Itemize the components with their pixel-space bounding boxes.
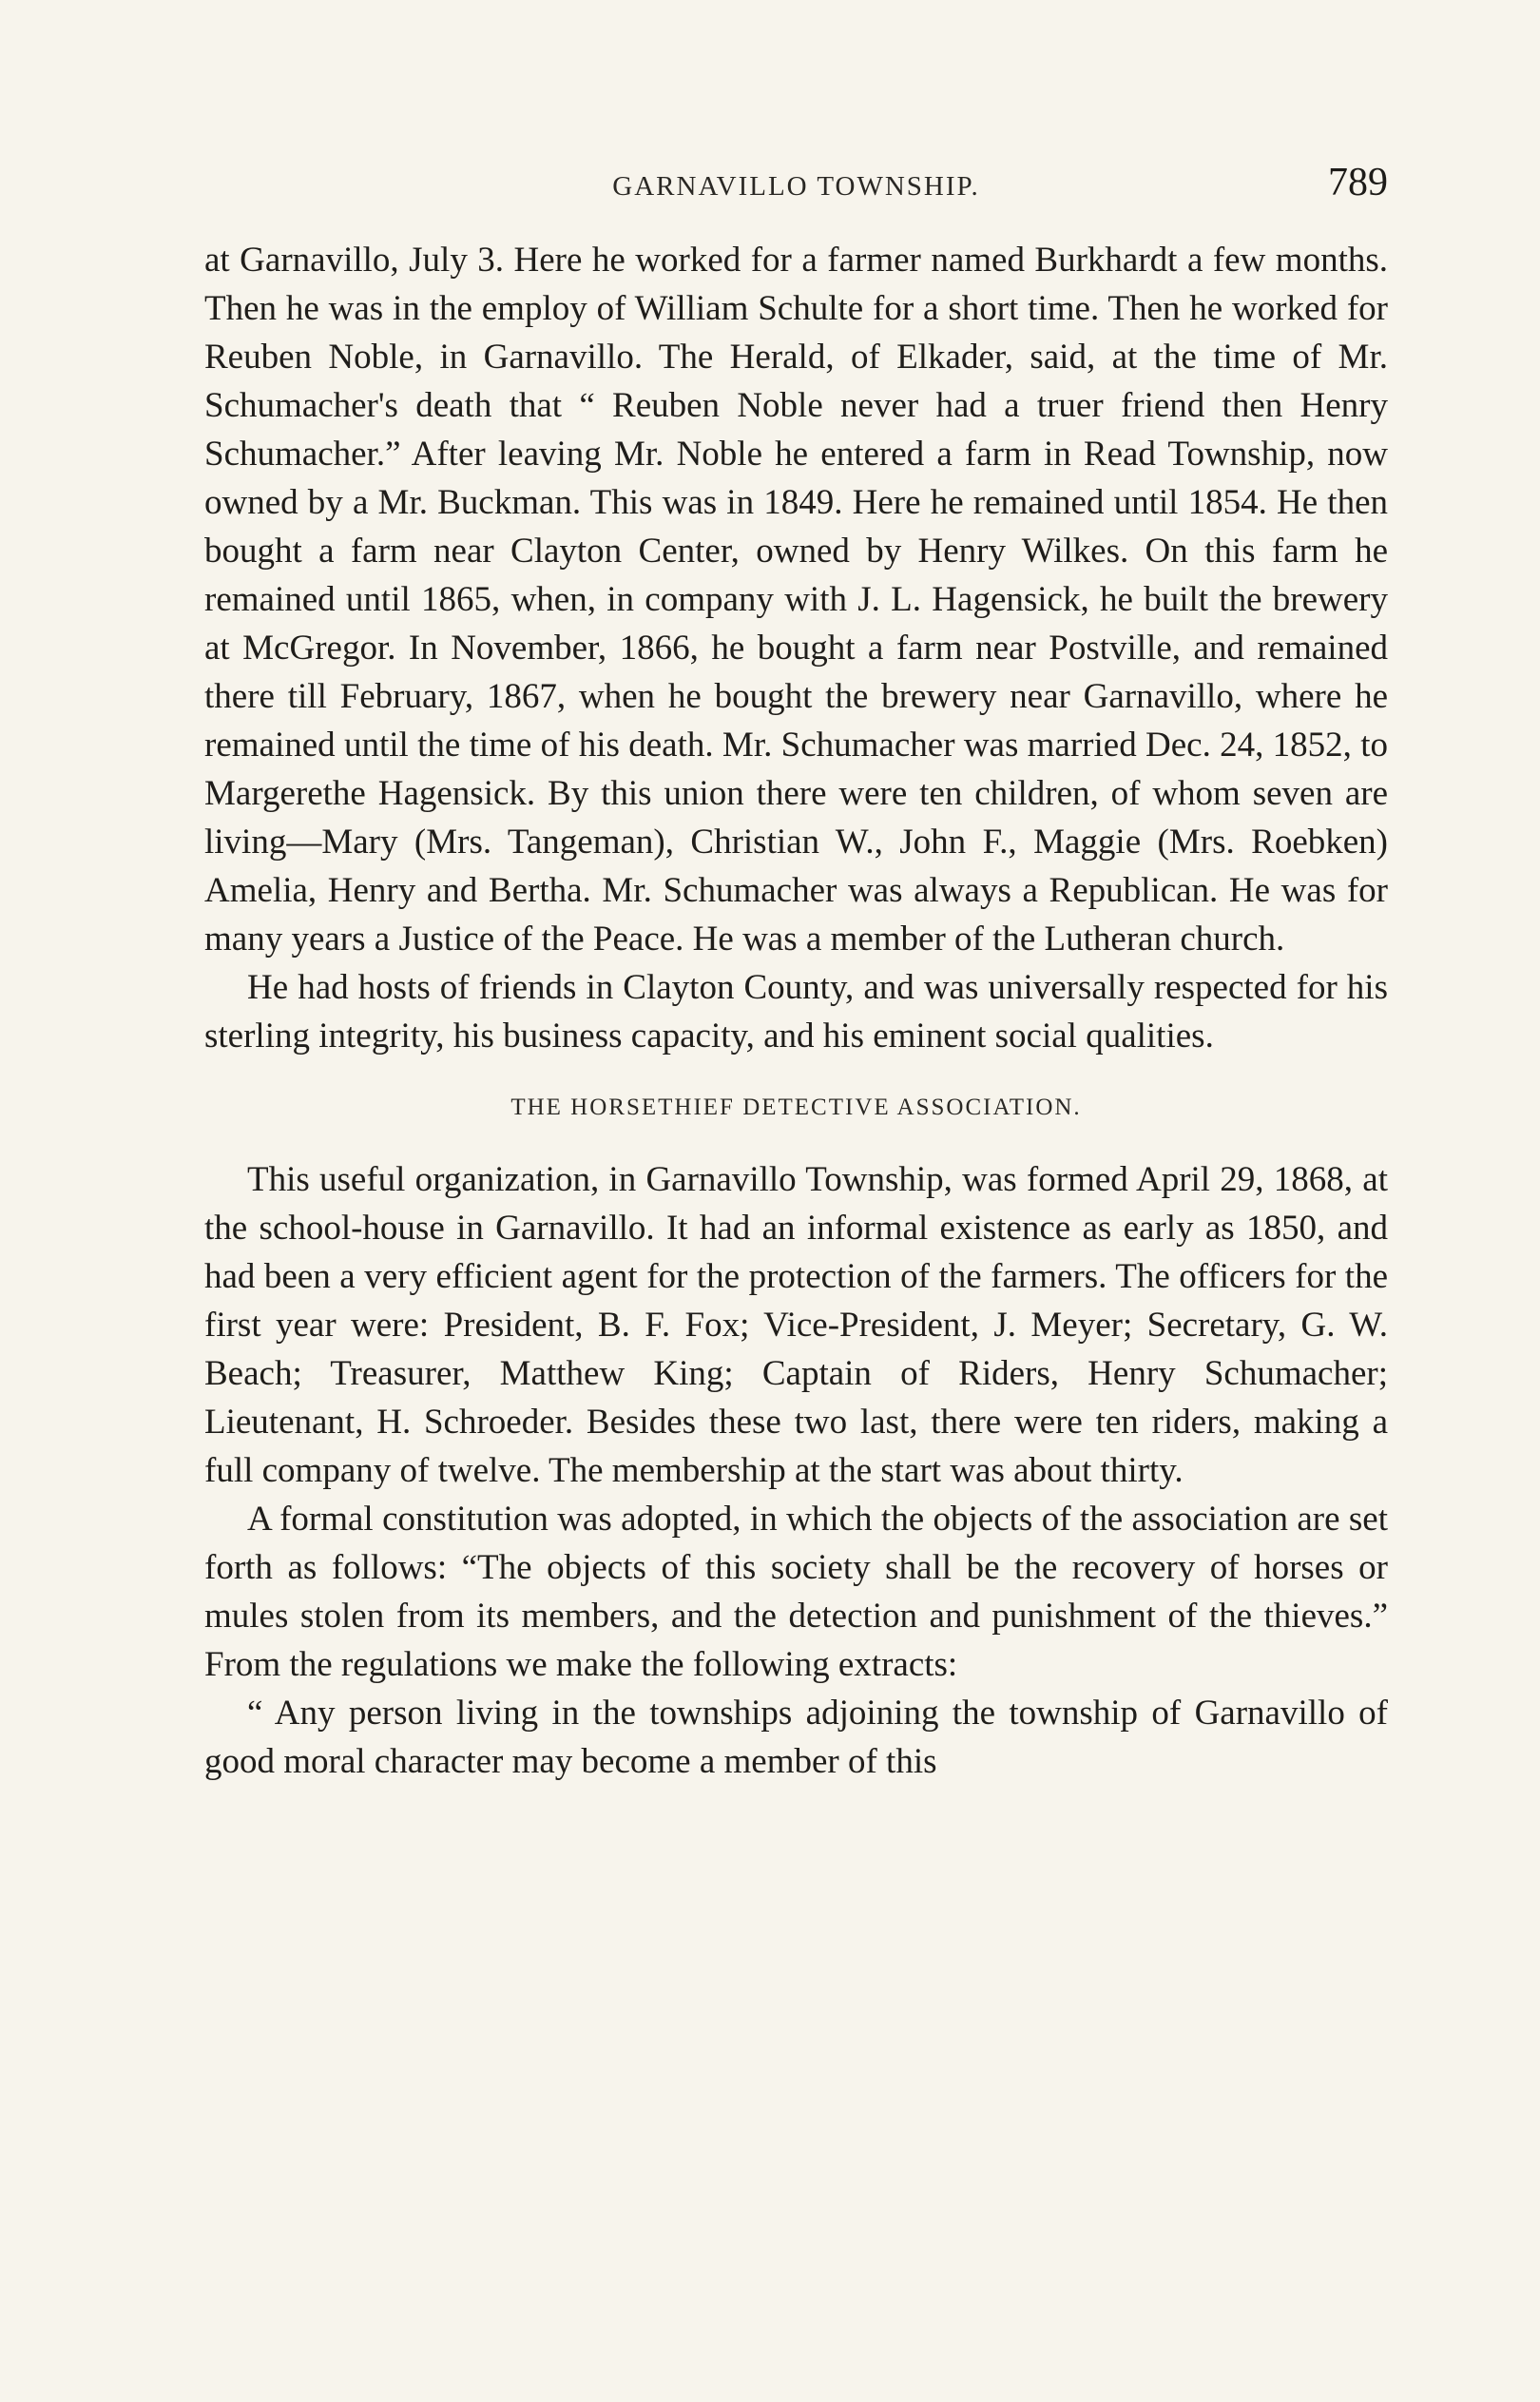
paragraph-constitution: A formal constitution was adopted, in which the objects of the association are set forth as follows: “The objects of this society shall be the recovery of horses or mules stolen from its members, and the detection and punishment of the thieves.” From the regulations we make the following extracts: [204,1500,1388,1684]
section-heading: THE HORSETHIEF DETECTIVE ASSOCIATION. [510,1094,1082,1120]
paragraph-regulations-extract: “ Any person living in the townships adjoining the township of Garnavillo of good moral character may become a member of this [204,1694,1388,1781]
paragraph-schumacher-character: He had hosts of friends in Clayton County, and was universally respected for his sterling integrity, his business capacity, and his eminent social qualities. [204,968,1388,1056]
running-head [204,160,1388,207]
text-column [204,236,1388,1786]
page-number: 789 [1328,161,1388,204]
paragraph-association-formation: This useful organization, in Garnavillo Township, was formed April 29, 1868, at the school-house in Garnavillo. It had an informal existence as early as 1850, and had been a very efficient agent for the protection of the farmers. The officers for the first year were: President, B. F. Fox; Vice-President, J. Meyer; Secretary, G. W. Beach; Treasurer, Matthew King; Captain of Riders, Henry Schumacher; Lieutenant, H. Schroeder. Besides these two last, there were ten riders, making a full company of twelve. The membership at the start was about thirty. [204,1160,1388,1490]
paragraph-schumacher-biography: at Garnavillo, July 3. Here he worked for a farmer named Burkhardt a few months. Then he was in the employ of William Schulte for a short time. Then he worked for Reuben Noble, in Garnavillo. The Herald, of Elkader, said, at the time of Mr. Schumacher's death that “ Reuben Noble never had a truer friend then Henry Schumacher.” After leaving Mr. Noble he entered a farm in Read Township, now owned by a Mr. Buckman. This was in 1849. Here he remained until 1854. He then bought a farm near Clayton Center, owned by Henry Wilkes. On this farm he remained until 1865, when, in company with J. L. Hagensick, he built the brewery at McGregor. In November, 1866, he bought a farm near Postville, and remained there till February, 1867, when he bought the brewery near Garnavillo, where he remained until the time of his death. Mr. Schumacher was married Dec. 24, 1852, to Margerethe Hagensick. By this union there were ten children, of whom seven are living—Mary (Mrs. Tangeman), Christian W., John F., Maggie (Mrs. Roebken) Amelia, Henry and Bertha. Mr. Schumacher was always a Republican. He was for many years a Justice of the Peace. He was a member of the Lutheran church. [204,241,1388,959]
running-title: GARNAVILLO TOWNSHIP. [612,171,980,202]
